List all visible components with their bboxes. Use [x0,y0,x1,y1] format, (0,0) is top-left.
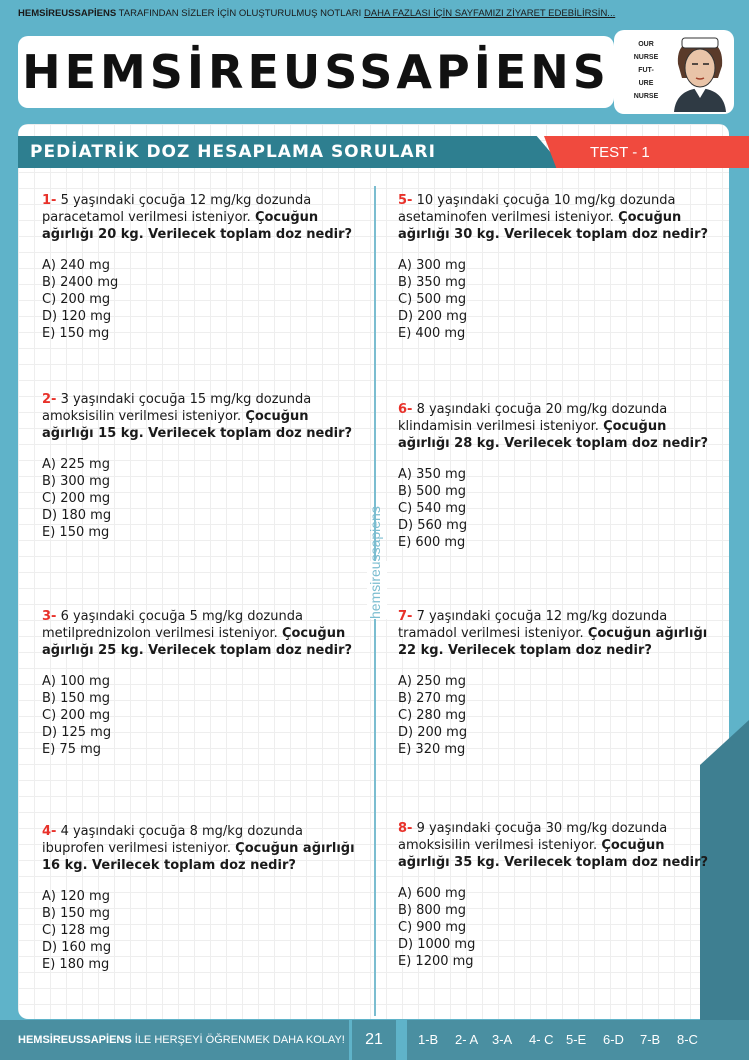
answer-key-item: 2- A [455,1032,479,1047]
option-e[interactable]: E) 400 mg [398,326,466,341]
option-b[interactable]: B) 500 mg [398,484,466,499]
option-a[interactable]: A) 225 mg [42,457,110,472]
options-list [42,257,362,342]
option-d[interactable]: D) 120 mg [42,309,112,324]
question-card [398,401,718,551]
page-number: 21 [352,1020,396,1060]
question-text: 5 yaşındaki çocuğa 12 mg/kg dozunda paracetamol verilmesi isteniyor. [42,193,312,225]
option-c[interactable]: C) 200 mg [42,292,111,307]
option-e[interactable]: E) 320 mg [398,742,466,757]
option-a[interactable]: A) 300 mg [398,258,466,273]
option-d[interactable]: D) 560 mg [398,518,468,533]
answer-key-item: 5-E [566,1032,587,1047]
question-text: 6 yaşındaki çocuğa 5 mg/kg dozunda metilprednizolon verilmesi isteniyor. [42,609,303,641]
option-c[interactable]: C) 280 mg [398,708,467,723]
option-b[interactable]: B) 2400 mg [42,275,119,290]
option-e[interactable]: E) 600 mg [398,535,466,550]
question-card [42,823,362,973]
test-label: TEST - 1 [590,144,650,161]
option-b[interactable]: B) 800 mg [398,903,466,918]
options-list [398,885,718,970]
question-card [398,192,718,342]
option-e[interactable]: E) 150 mg [42,525,110,540]
question-text: 3 yaşındaki çocuğa 15 mg/kg dozunda amoksisilin verilmesi isteniyor. [42,392,312,424]
badge-text [622,38,670,103]
option-e[interactable]: E) 150 mg [42,326,110,341]
option-c[interactable]: C) 200 mg [42,708,111,723]
option-a[interactable]: A) 250 mg [398,674,466,689]
question-text: 7 yaşındaki çocuğa 12 mg/kg dozunda tramadol verilmesi isteniyor. [398,609,668,641]
nurse-badge [614,30,734,114]
brand-title: HEMSİREUSSAPİENS [22,45,610,99]
divider-watermark: hemsireussapiens [367,561,387,619]
options-list [398,466,718,551]
question-text: 4 yaşındaki çocuğa 8 mg/kg dozunda ibuprofen verilmesi isteniyor. [42,824,303,856]
nurse-portrait-icon [668,34,730,112]
options-list [398,673,718,758]
question-number: 8- [398,821,413,836]
answer-key-item: 8-C [677,1032,698,1047]
option-d[interactable]: D) 180 mg [42,508,112,523]
question-text: 9 yaşındaki çocuğa 30 mg/kg dozunda amoksisilin verilmesi isteniyor. [398,821,668,853]
footer-slogan [18,1020,345,1060]
option-e[interactable]: E) 1200 mg [398,954,474,969]
option-b[interactable]: B) 270 mg [398,691,466,706]
option-a[interactable]: A) 240 mg [42,258,110,273]
options-list [398,257,718,342]
question-text: 8 yaşındaki çocuğa 20 mg/kg dozunda klindamisin verilmesi isteniyor. [398,402,668,434]
answer-key [418,1020,714,1060]
question-number: 3- [42,609,57,624]
option-b[interactable]: B) 150 mg [42,906,110,921]
tagline-text: TARAFINDAN SİZLER İÇİN OLUŞTURULMUŞ NOTLARI [116,8,364,19]
option-c[interactable]: C) 540 mg [398,501,467,516]
question-bold-text: Çocuğun ağırlığı 35 kg. Verilecek toplam doz nedir? [398,838,709,870]
question-bold-text: Çocuğun ağırlığı 30 kg. Verilecek toplam doz nedir? [398,210,709,242]
option-b[interactable]: B) 350 mg [398,275,466,290]
brand-banner [18,36,614,108]
header-tagline [18,8,615,19]
question-card [42,192,362,342]
option-d[interactable]: D) 200 mg [398,725,468,740]
option-d[interactable]: D) 125 mg [42,725,112,740]
option-a[interactable]: A) 600 mg [398,886,466,901]
options-list [42,888,362,973]
option-d[interactable]: D) 1000 mg [398,937,476,952]
visit-page-link[interactable]: DAHA FAZLASI İÇİN SAYFAMIZI ZİYARET EDEBİLİRSİN... [363,8,616,19]
answer-key-item: 1-B [418,1032,439,1047]
option-c[interactable]: C) 200 mg [42,491,111,506]
question-bold-text: Çocuğun ağırlığı 28 kg. Verilecek toplam doz nedir? [398,419,709,451]
question-card [42,608,362,758]
question-card [398,608,718,758]
badge-line: NURSE [633,93,659,100]
question-card [398,820,718,970]
section-title: PEDİATRİK DOZ HESAPLAMA SORULARI [30,142,436,162]
option-c[interactable]: C) 128 mg [42,923,111,938]
answer-key-item: 3-A [492,1032,513,1047]
option-c[interactable]: C) 500 mg [398,292,467,307]
question-bold-text: Çocuğun ağırlığı 16 kg. Verilecek toplam doz nedir? [42,841,355,873]
question-bold-text: Çocuğun ağırlığı 20 kg. Verilecek toplam doz nedir? [42,210,353,242]
option-a[interactable]: A) 100 mg [42,674,110,689]
option-a[interactable]: A) 120 mg [42,889,110,904]
question-number: 1- [42,193,57,208]
option-c[interactable]: C) 900 mg [398,920,467,935]
option-b[interactable]: B) 300 mg [42,474,110,489]
option-e[interactable]: E) 180 mg [42,957,110,972]
question-number: 2- [42,392,57,407]
badge-line: URE [638,80,654,87]
option-e[interactable]: E) 75 mg [42,742,102,757]
tagline-brand: HEMSİREUSSAPİENS [18,8,117,19]
question-bold-text: Çocuğun ağırlığı 22 kg. Verilecek toplam doz nedir? [398,626,708,658]
question-bold-text: Çocuğun ağırlığı 15 kg. Verilecek toplam doz nedir? [42,409,353,441]
answer-key-item: 4- C [529,1032,554,1047]
question-number: 5- [398,193,413,208]
question-number: 4- [42,824,57,839]
question-text: 10 yaşındaki çocuğa 10 mg/kg dozunda asetaminofen verilmesi isteniyor. [398,193,676,225]
options-list [42,456,362,541]
option-b[interactable]: B) 150 mg [42,691,110,706]
question-number: 6- [398,402,413,417]
badge-line: FUT- [638,67,654,74]
options-list [42,673,362,758]
badge-line: NURSE [633,54,659,61]
question-card [42,391,362,541]
option-d[interactable]: D) 200 mg [398,309,468,324]
question-bold-text: Çocuğun ağırlığı 25 kg. Verilecek toplam doz nedir? [42,626,353,658]
answer-key-item: 6-D [603,1032,624,1047]
badge-line: OUR [638,41,654,48]
option-a[interactable]: A) 350 mg [398,467,466,482]
answer-key-item: 7-B [640,1032,661,1047]
footer-slogan-text: İLE HERŞEYİ ÖĞRENMEK DAHA KOLAY! [131,1034,345,1046]
question-number: 7- [398,609,413,624]
footer-brand: HEMSİREUSSAPİENS [18,1034,132,1046]
option-d[interactable]: D) 160 mg [42,940,112,955]
